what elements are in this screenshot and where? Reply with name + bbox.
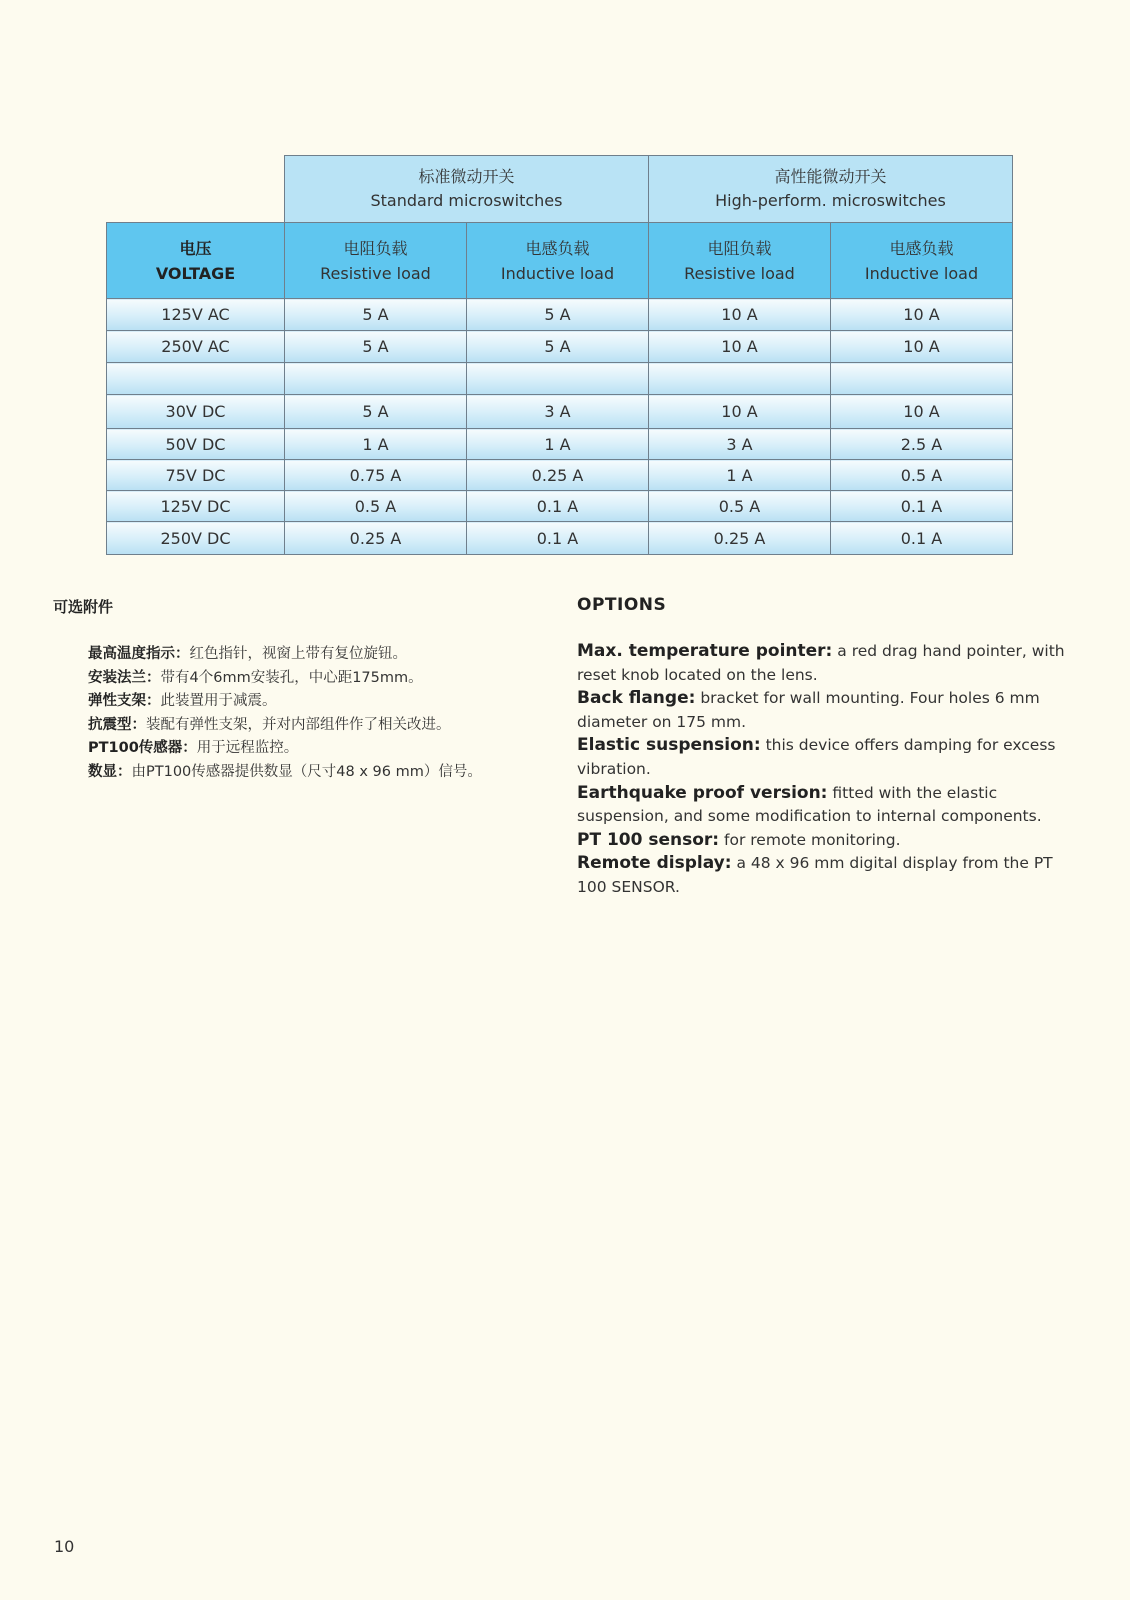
rating-cell: 5 A xyxy=(285,299,467,331)
rating-cell xyxy=(467,363,649,395)
column-header-zh: 电感负载 xyxy=(889,238,954,258)
option-item-zh xyxy=(88,761,538,785)
voltage-cell: 125V DC xyxy=(107,491,285,522)
column-header-row xyxy=(107,223,1013,299)
group-header-standard xyxy=(285,156,649,223)
rating-cell: 0.1 A xyxy=(467,522,649,555)
column-header-zh: 电阻负载 xyxy=(707,238,772,258)
voltage-cell: 125V AC xyxy=(107,299,285,331)
option-item-en xyxy=(577,640,1079,687)
voltage-header xyxy=(107,223,285,299)
option-text-zh: 此装置用于减震。 xyxy=(160,693,277,709)
option-label-zh: PT100传感器： xyxy=(88,740,197,756)
rating-cell: 5 A xyxy=(467,299,649,331)
table-row xyxy=(107,331,1013,363)
rating-cell: 0.75 A xyxy=(285,460,467,491)
table-row xyxy=(107,491,1013,522)
option-text-en: for remote monitoring. xyxy=(719,830,901,849)
column-header-zh: 电阻负载 xyxy=(343,238,408,258)
option-text-en: a 48 x 96 mm digital display from the PT 100 SENSOR. xyxy=(577,854,1053,896)
rating-cell: 10 A xyxy=(831,299,1013,331)
option-item-en xyxy=(577,734,1079,781)
group-header-standard-en: Standard microswitches xyxy=(370,191,563,210)
column-header-en: Resistive load xyxy=(684,263,795,283)
voltage-cell: 30V DC xyxy=(107,395,285,429)
empty-corner xyxy=(107,156,285,223)
option-item-zh xyxy=(88,643,538,667)
rating-cell: 5 A xyxy=(467,331,649,363)
rating-cell: 1 A xyxy=(467,429,649,460)
table-row xyxy=(107,395,1013,429)
voltage-cell: 250V AC xyxy=(107,331,285,363)
option-text-en: bracket for wall mounting. Four holes 6 mm diameter on 175 mm. xyxy=(577,689,1040,731)
option-item-en xyxy=(577,782,1079,829)
options-title-zh: 可选附件 xyxy=(53,598,114,616)
option-label-en: Max. temperature pointer: xyxy=(577,641,833,661)
column-header-hp-resistive xyxy=(649,223,831,299)
option-label-en: Earthquake proof version: xyxy=(577,782,828,803)
option-text-zh: 用于远程监控。 xyxy=(196,740,299,756)
rating-cell: 0.25 A xyxy=(285,522,467,555)
rating-cell: 3 A xyxy=(649,429,831,460)
table-row xyxy=(107,460,1013,491)
voltage-cell: 50V DC xyxy=(107,429,285,460)
rating-cell: 10 A xyxy=(649,395,831,429)
rating-cell: 2.5 A xyxy=(831,429,1013,460)
voltage-cell xyxy=(107,363,285,395)
option-item-en xyxy=(577,687,1079,734)
voltage-header-zh: 电压 xyxy=(179,238,212,258)
option-text-zh: 由PT100传感器提供数显（尺寸48 x 96 mm）信号。 xyxy=(131,763,482,780)
rating-cell: 3 A xyxy=(467,395,649,429)
rating-cell: 10 A xyxy=(831,331,1013,363)
column-header-zh: 电感负载 xyxy=(525,238,590,258)
option-text-zh: 带有4个6mm安装孔，中心距175mm。 xyxy=(160,669,423,686)
rating-cell xyxy=(285,363,467,395)
option-label-en: Elastic suspension: xyxy=(577,735,761,756)
group-header-high-perform-zh: 高性能微动开关 xyxy=(774,167,887,186)
table-row-spacer xyxy=(107,363,1013,395)
table-row xyxy=(107,299,1013,331)
options-title-en: OPTIONS xyxy=(577,595,667,615)
option-text-en: fitted with the elastic suspension, and some modification to internal components. xyxy=(577,783,1042,826)
voltage-cell: 250V DC xyxy=(107,522,285,555)
group-header-standard-zh: 标准微动开关 xyxy=(418,167,515,186)
rating-cell: 0.1 A xyxy=(831,491,1013,522)
voltage-cell: 75V DC xyxy=(107,460,285,491)
table-row xyxy=(107,522,1013,555)
rating-cell: 5 A xyxy=(285,331,467,363)
option-text-zh: 装配有弹性支架，并对内部组件作了相关改进。 xyxy=(146,716,451,733)
option-label-en: Remote display: xyxy=(577,853,732,874)
option-item-zh xyxy=(88,714,538,738)
rating-cell: 10 A xyxy=(649,331,831,363)
option-text-zh: 红色指针，视窗上带有复位旋钮。 xyxy=(189,646,407,662)
option-text-en: this device offers damping for excess vibration. xyxy=(577,736,1056,778)
option-label-en: Back flange: xyxy=(577,688,696,709)
rating-cell: 0.5 A xyxy=(285,491,467,522)
rating-cell: 0.5 A xyxy=(649,491,831,522)
option-label-zh: 最高温度指示： xyxy=(88,646,190,662)
column-header-en: Resistive load xyxy=(320,263,431,283)
column-header-std-inductive xyxy=(467,223,649,299)
group-header-row xyxy=(107,156,1013,223)
rating-cell xyxy=(649,363,831,395)
option-item-en xyxy=(577,852,1079,899)
rating-cell: 1 A xyxy=(649,460,831,491)
rating-cell: 10 A xyxy=(831,395,1013,429)
rating-cell xyxy=(831,363,1013,395)
rating-cell: 0.5 A xyxy=(831,460,1013,491)
rating-cell: 1 A xyxy=(285,429,467,460)
column-header-hp-inductive xyxy=(831,223,1013,299)
column-header-en: Inductive load xyxy=(500,263,615,283)
rating-cell: 0.1 A xyxy=(831,522,1013,555)
options-list-zh xyxy=(88,643,538,784)
option-item-zh xyxy=(88,737,538,761)
option-label-zh: 安装法兰： xyxy=(88,669,161,686)
group-header-high-perform xyxy=(649,156,1013,223)
rating-cell: 0.25 A xyxy=(649,522,831,555)
option-label-zh: 抗震型： xyxy=(88,716,146,733)
microswitch-rating-table xyxy=(106,155,1013,555)
rating-cell: 10 A xyxy=(649,299,831,331)
option-label-zh: 弹性支架： xyxy=(88,693,161,709)
page-number: 10 xyxy=(54,1537,75,1556)
option-label-zh: 数显： xyxy=(88,763,132,780)
option-item-zh xyxy=(88,667,538,691)
rating-cell: 0.1 A xyxy=(467,491,649,522)
option-label-en: PT 100 sensor: xyxy=(577,829,720,850)
group-header-high-perform-en: High-perform. microswitches xyxy=(715,191,946,210)
option-item-zh xyxy=(88,690,538,714)
options-list-en xyxy=(577,640,1079,900)
option-item-en xyxy=(577,829,1079,853)
table-row xyxy=(107,429,1013,460)
voltage-header-en: VOLTAGE xyxy=(155,263,236,283)
column-header-std-resistive xyxy=(285,223,467,299)
rating-cell: 0.25 A xyxy=(467,460,649,491)
column-header-en: Inductive load xyxy=(864,263,979,283)
rating-cell: 5 A xyxy=(285,395,467,429)
option-text-en: a red drag hand pointer, with reset knob located on the lens. xyxy=(577,642,1065,684)
